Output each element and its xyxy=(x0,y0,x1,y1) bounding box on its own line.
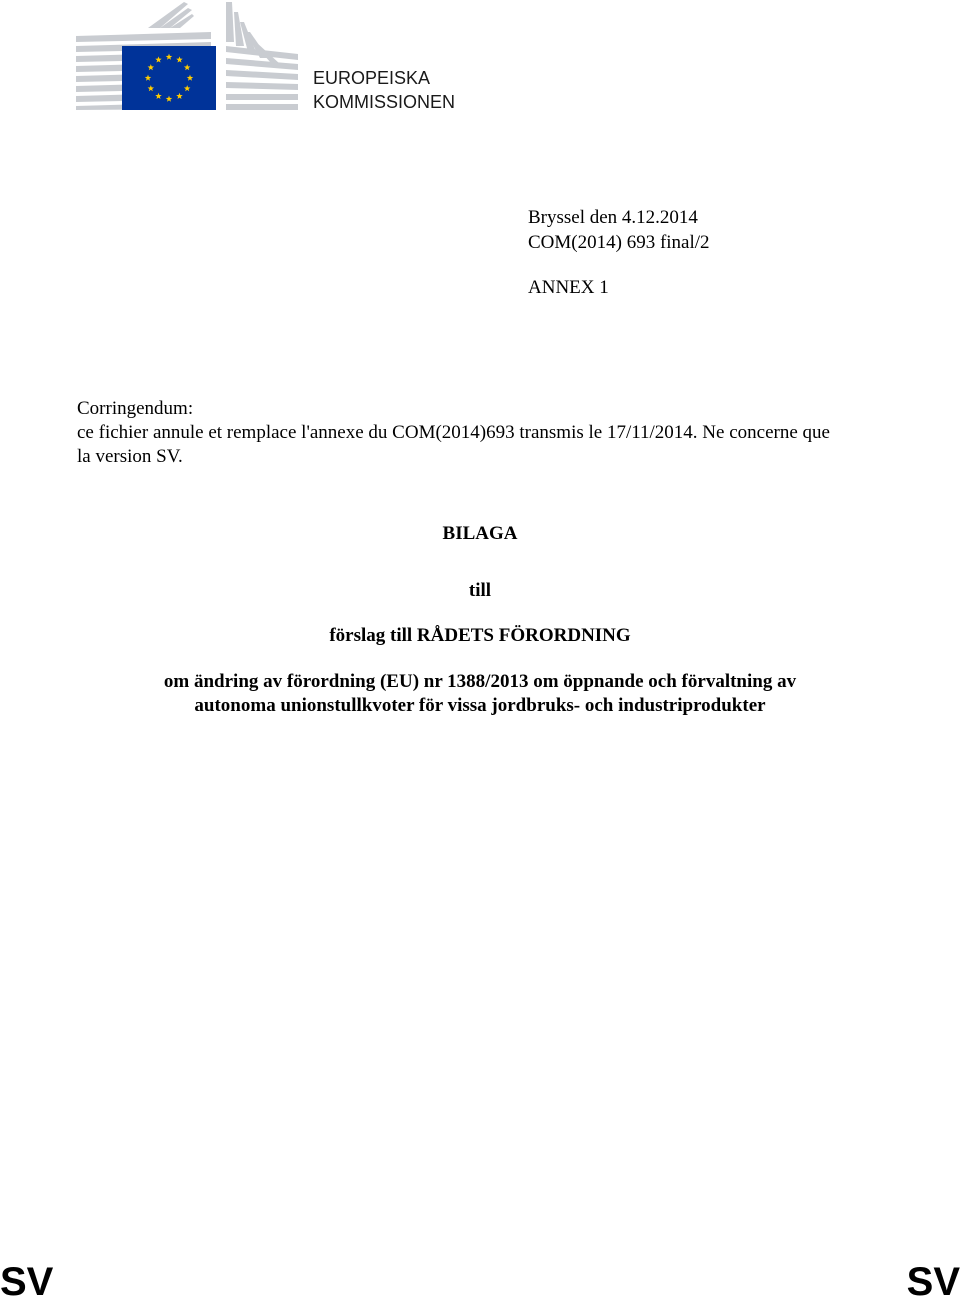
corrigendum-text: ce fichier annule et remplace l'annexe du COM(2014)693 transmis le 17/11/2014. Ne concerne que la version SV. xyxy=(77,422,830,467)
org-name-line1: EUROPEISKA xyxy=(313,68,431,88)
org-name-line2: KOMMISSIONEN xyxy=(313,92,456,112)
corrigendum-note xyxy=(77,397,837,469)
place-date: Bryssel den 4.12.2014 xyxy=(528,207,698,228)
subject-line1: om ändring av förordning (EU) nr 1388/2013 om öppnande och förvaltning av xyxy=(163,671,797,692)
language-code-right: SV xyxy=(906,1260,960,1304)
proposal-heading: förslag till RÅDETS FÖRORDNING xyxy=(329,625,631,646)
proposal-subject xyxy=(0,670,960,718)
bilaga-heading: BILAGA xyxy=(442,523,518,544)
document-reference: COM(2014) 693 final/2 xyxy=(528,232,710,253)
till-heading: till xyxy=(468,580,492,601)
subject-line2: autonoma unionstullkvoter för vissa jordbruks- och industriprodukter xyxy=(194,695,766,716)
language-code-left: SV xyxy=(0,1260,54,1304)
berlaymont-building-icon xyxy=(76,2,301,112)
organization-name xyxy=(313,66,455,114)
document-meta xyxy=(528,205,710,255)
corrigendum-label: Corringendum: xyxy=(77,398,194,419)
annex-label: ANNEX 1 xyxy=(528,277,609,298)
european-commission-logo xyxy=(76,2,301,112)
